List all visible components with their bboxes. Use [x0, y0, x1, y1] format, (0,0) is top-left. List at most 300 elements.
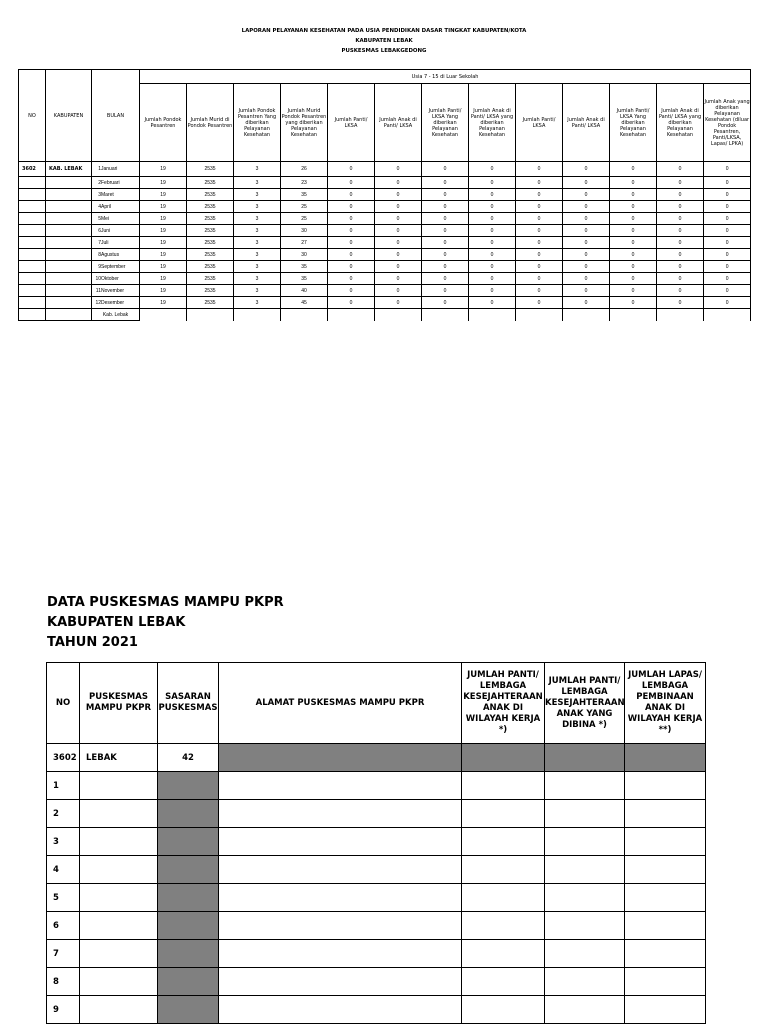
cell-kabupaten [46, 189, 92, 201]
cell-value: 3 [234, 273, 281, 285]
cell-value: 0 [704, 177, 751, 189]
cell-value: 2535 [187, 261, 234, 273]
cell-value [516, 309, 563, 321]
cell-empty [462, 884, 545, 912]
cell-value: 0 [516, 261, 563, 273]
cell-no: 6 [47, 912, 80, 940]
month-number: 1 [98, 166, 101, 172]
puskesmas-table [46, 662, 706, 1024]
cell-value: 19 [140, 261, 187, 273]
cell-empty [625, 828, 706, 856]
cell-no: 8 [47, 968, 80, 996]
cell-bulan [92, 285, 140, 297]
cell-value [610, 309, 657, 321]
cell-value: 0 [563, 261, 610, 273]
table-row [19, 189, 751, 201]
cell-value [563, 309, 610, 321]
cell-value: 0 [422, 162, 469, 177]
cell-value: 0 [704, 201, 751, 213]
table-row [19, 273, 751, 285]
cell-no: 1 [47, 772, 80, 800]
cell-value: 0 [657, 189, 704, 201]
cell-value: 19 [140, 213, 187, 225]
cell-value: 0 [375, 273, 422, 285]
cell-value: 0 [375, 201, 422, 213]
cell-value: 0 [563, 273, 610, 285]
cell-value: 0 [516, 297, 563, 309]
cell-value: 0 [375, 162, 422, 177]
cell-no: 3 [47, 828, 80, 856]
cell-value: 0 [375, 249, 422, 261]
cell-no [19, 225, 46, 237]
subheader-8: Jumlah Anak di Panti/ LKSA yang diberikan Pelayanan Kesehatan [469, 84, 516, 162]
cell-value: 0 [375, 177, 422, 189]
cell-value: 0 [328, 249, 375, 261]
cell-value: 0 [375, 285, 422, 297]
cell-value: 0 [375, 225, 422, 237]
cell-bulan [92, 201, 140, 213]
month-number: 5 [98, 215, 101, 222]
table-row [19, 261, 751, 273]
month-name: Desember [101, 299, 125, 306]
cell-value: 0 [610, 162, 657, 177]
cell-value: 0 [422, 189, 469, 201]
cell-value: 40 [281, 285, 328, 297]
cell-value: 0 [422, 201, 469, 213]
cell-no: 2 [47, 800, 80, 828]
cell-value: 0 [563, 213, 610, 225]
cell-value: 0 [704, 225, 751, 237]
cell-value: 0 [563, 297, 610, 309]
cell-value: 0 [328, 285, 375, 297]
cell-puskesmas [80, 800, 158, 828]
cell-value: 3 [234, 225, 281, 237]
table-row [19, 213, 751, 225]
cell-no: 3602 [47, 744, 80, 772]
cell-kabupaten [46, 225, 92, 237]
cell-kabupaten [46, 273, 92, 285]
cell-no [19, 177, 46, 189]
cell-value: 0 [657, 237, 704, 249]
cell-bulan [92, 213, 140, 225]
cell-value: 0 [328, 297, 375, 309]
cell-no: 5 [47, 884, 80, 912]
cell-value: 0 [704, 189, 751, 201]
col-bulan-header: BULAN [92, 70, 140, 162]
cell-bulan [92, 162, 140, 177]
gray-cell [158, 912, 219, 940]
cell-value: 0 [610, 273, 657, 285]
cell-value: 23 [281, 177, 328, 189]
cell-value: 0 [422, 273, 469, 285]
cell-no: 4 [47, 856, 80, 884]
cell-value: 19 [140, 285, 187, 297]
cell-value [469, 309, 516, 321]
cell-empty [462, 912, 545, 940]
cell-value: 0 [563, 162, 610, 177]
cell-value: 0 [469, 261, 516, 273]
cell-value: 0 [422, 297, 469, 309]
cell-value: 0 [516, 225, 563, 237]
cell-bulan [92, 177, 140, 189]
cell-no [19, 309, 46, 321]
cell-value: 0 [328, 201, 375, 213]
cell-puskesmas [80, 884, 158, 912]
cell-empty [545, 968, 625, 996]
cell-value: 0 [469, 285, 516, 297]
gray-cell [158, 968, 219, 996]
cell-puskesmas [80, 772, 158, 800]
month-name: Mei [101, 215, 110, 222]
cell-value: 0 [469, 249, 516, 261]
col-no-header: NO [19, 70, 46, 162]
cell-value: 25 [281, 201, 328, 213]
cell-value: 35 [281, 273, 328, 285]
table-row [47, 940, 706, 968]
cell-empty [219, 856, 462, 884]
cell-no [19, 249, 46, 261]
cell-value: 0 [563, 189, 610, 201]
cell-value: 0 [704, 237, 751, 249]
cell-value: 0 [516, 249, 563, 261]
subheader-5: Jumlah Panti/ LKSA [328, 84, 375, 162]
cell-empty [625, 884, 706, 912]
cell-bulan [92, 273, 140, 285]
table-row [47, 884, 706, 912]
cell-value: 0 [657, 261, 704, 273]
cell-kabupaten [46, 297, 92, 309]
cell-no [19, 297, 46, 309]
month-name: Februari [101, 179, 120, 186]
cell-bulan [92, 225, 140, 237]
cell-puskesmas [80, 996, 158, 1024]
table-row [47, 912, 706, 940]
cell-value [281, 309, 328, 321]
cell-value: 0 [516, 285, 563, 297]
cell-empty [625, 772, 706, 800]
cell-value: 0 [328, 237, 375, 249]
cell-value: 35 [281, 189, 328, 201]
month-number: 3 [98, 191, 101, 198]
cell-value: 19 [140, 237, 187, 249]
table-row [47, 800, 706, 828]
cell-empty [219, 940, 462, 968]
cell-value: 0 [610, 261, 657, 273]
cell-value: 19 [140, 162, 187, 177]
cell-value [187, 309, 234, 321]
table-row [19, 225, 751, 237]
cell-value: 0 [563, 249, 610, 261]
subheader-7: Jumlah Panti/ LKSA Yang diberikan Pelayanan Kesehatan [422, 84, 469, 162]
col-kabupaten-header: KABUPATEN [46, 70, 92, 162]
cell-value: 0 [516, 273, 563, 285]
month-name: November [101, 287, 125, 294]
cell-value: 3 [234, 177, 281, 189]
col-no-header: NO [47, 663, 80, 744]
cell-value: 0 [610, 201, 657, 213]
cell-sasaran: 42 [158, 744, 219, 772]
cell-bulan [92, 237, 140, 249]
table-row [19, 162, 751, 177]
col-alamat-header: ALAMAT PUSKESMAS MAMPU PKPR [219, 663, 462, 744]
cell-value: 0 [469, 162, 516, 177]
cell-value: 0 [563, 177, 610, 189]
gray-cell [545, 744, 625, 772]
col-sasaran-header: SASARAN PUSKESMAS [158, 663, 219, 744]
cell-bulan [92, 189, 140, 201]
cell-value: 0 [563, 201, 610, 213]
cell-value: 3 [234, 213, 281, 225]
cell-empty [219, 828, 462, 856]
cell-value: 0 [469, 213, 516, 225]
cell-empty [625, 940, 706, 968]
month-number: 4 [98, 203, 101, 210]
gray-cell [158, 856, 219, 884]
cell-value: 0 [328, 162, 375, 177]
cell-empty [545, 912, 625, 940]
report-kabupaten: KABUPATEN LEBAK [355, 38, 413, 44]
cell-empty [462, 772, 545, 800]
cell-value: 0 [610, 177, 657, 189]
cell-value: 3 [234, 285, 281, 297]
cell-no [19, 273, 46, 285]
subheader-2: Jumlah Murid di Pondok Pesantren [187, 84, 234, 162]
cell-value: 0 [516, 177, 563, 189]
cell-kabupaten [46, 177, 92, 189]
cell-value: 0 [422, 285, 469, 297]
cell-value [375, 309, 422, 321]
cell-value: 19 [140, 249, 187, 261]
cell-value: 0 [657, 177, 704, 189]
cell-value: 3 [234, 189, 281, 201]
cell-value: 19 [140, 225, 187, 237]
cell-value: 2535 [187, 225, 234, 237]
cell-value: 0 [375, 213, 422, 225]
cell-value: 0 [328, 261, 375, 273]
cell-value: 0 [657, 225, 704, 237]
cell-empty [219, 772, 462, 800]
subheader-11: Jumlah Panti/ LKSA Yang diberikan Pelayanan Kesehatan [610, 84, 657, 162]
cell-value: 19 [140, 189, 187, 201]
cell-value: 0 [375, 237, 422, 249]
cell-value: 2535 [187, 273, 234, 285]
subheader-4: Jumlah Murid Pondok Pesantren yang diberikan Pelayanan Kesehatan [281, 84, 328, 162]
cell-value: 0 [375, 261, 422, 273]
cell-value: 0 [469, 273, 516, 285]
cell-empty [219, 996, 462, 1024]
cell-value: 0 [610, 285, 657, 297]
cell-value: 19 [140, 297, 187, 309]
subheader-10: Jumlah Anak di Panti/ LKSA [563, 84, 610, 162]
table-row [19, 177, 751, 189]
cell-empty [462, 968, 545, 996]
table-row [19, 237, 751, 249]
cell-value: 0 [610, 297, 657, 309]
cell-value: 0 [657, 273, 704, 285]
cell-value: 3 [234, 237, 281, 249]
section-kabupaten: KABUPATEN LEBAK [47, 615, 186, 630]
report-puskesmas: PUSKESMAS LEBAKGEDONG [341, 48, 427, 54]
cell-empty [625, 968, 706, 996]
cell-kabupaten [46, 201, 92, 213]
cell-bulan [92, 297, 140, 309]
cell-empty [545, 996, 625, 1024]
month-number: 8 [98, 251, 101, 258]
cell-value: 0 [610, 189, 657, 201]
cell-value: 0 [657, 162, 704, 177]
cell-value: 0 [657, 213, 704, 225]
cell-value: 0 [610, 225, 657, 237]
gray-cell [219, 744, 462, 772]
cell-value: 0 [657, 249, 704, 261]
section-title: DATA PUSKESMAS MAMPU PKPR [47, 595, 284, 610]
cell-kabupaten [46, 249, 92, 261]
cell-value: 2535 [187, 297, 234, 309]
cell-empty [219, 800, 462, 828]
cell-value: 0 [328, 177, 375, 189]
cell-value: 0 [422, 225, 469, 237]
cell-value: 0 [563, 225, 610, 237]
month-number: 2 [98, 179, 101, 186]
cell-value: 0 [704, 249, 751, 261]
cell-value [422, 309, 469, 321]
cell-value: 0 [704, 162, 751, 177]
cell-value: 0 [469, 189, 516, 201]
cell-value: 0 [610, 237, 657, 249]
month-number: 12 [95, 299, 101, 306]
cell-empty [545, 856, 625, 884]
cell-kabupaten [46, 309, 92, 321]
cell-kabupaten [46, 261, 92, 273]
cell-value: 3 [234, 162, 281, 177]
cell-no: 3602 [19, 162, 46, 177]
subheader-6: Jumlah Anak di Panti/ LKSA [375, 84, 422, 162]
cell-empty [219, 884, 462, 912]
cell-value: 30 [281, 249, 328, 261]
cell-value: 2535 [187, 237, 234, 249]
cell-empty [545, 940, 625, 968]
cell-puskesmas [80, 940, 158, 968]
cell-value: 2535 [187, 189, 234, 201]
table-row [19, 201, 751, 213]
cell-kabupaten [46, 285, 92, 297]
gray-cell [158, 996, 219, 1024]
cell-value: 0 [657, 297, 704, 309]
month-number: 6 [98, 227, 101, 234]
cell-empty [545, 884, 625, 912]
col-panti-wilayah-header: JUMLAH PANTI/ LEMBAGA KESEJAHTERAAN ANAK DI WILAYAH KERJA *) [462, 663, 545, 744]
table-row [47, 968, 706, 996]
cell-value: 19 [140, 273, 187, 285]
cell-value: 0 [375, 189, 422, 201]
cell-value: 0 [469, 201, 516, 213]
cell-empty [462, 996, 545, 1024]
table-row [19, 285, 751, 297]
cell-no: 7 [47, 940, 80, 968]
gray-cell [462, 744, 545, 772]
cell-value: 0 [469, 237, 516, 249]
cell-puskesmas [80, 912, 158, 940]
cell-value: 2535 [187, 285, 234, 297]
cell-puskesmas [80, 968, 158, 996]
cell-puskesmas: LEBAK [80, 744, 158, 772]
report-title: LAPORAN PELAYANAN KESEHATAN PADA USIA PENDIDIKAN DASAR TINGKAT KABUPATEN/KOTA [241, 28, 527, 34]
cell-value: 2535 [187, 201, 234, 213]
table-row [47, 856, 706, 884]
cell-value: 0 [422, 249, 469, 261]
cell-empty [462, 856, 545, 884]
cell-kabupaten: KAB. LEBAK [46, 162, 92, 177]
cell-value: 27 [281, 237, 328, 249]
cell-value: 0 [469, 177, 516, 189]
cell-value: 0 [563, 237, 610, 249]
cell-value: 0 [375, 297, 422, 309]
col-panti-dibina-header: JUMLAH PANTI/ LEMBAGA KESEJAHTERAAN ANAK YANG DIBINA *) [545, 663, 625, 744]
cell-empty [545, 772, 625, 800]
cell-empty [462, 940, 545, 968]
cell-puskesmas [80, 856, 158, 884]
table-row [19, 249, 751, 261]
cell-value: 30 [281, 225, 328, 237]
cell-empty [462, 828, 545, 856]
cell-value: 0 [422, 177, 469, 189]
cell-value: 0 [610, 249, 657, 261]
cell-value: 2535 [187, 249, 234, 261]
cell-no [19, 261, 46, 273]
report-title-block [0, 26, 768, 56]
gray-cell [158, 884, 219, 912]
table-row [47, 996, 706, 1024]
cell-no [19, 213, 46, 225]
cell-no: 9 [47, 996, 80, 1024]
cell-puskesmas [80, 828, 158, 856]
cell-value [704, 309, 751, 321]
table-row [47, 772, 706, 800]
month-number: 7 [98, 239, 101, 246]
cell-kabupaten [46, 237, 92, 249]
cell-value: 0 [704, 285, 751, 297]
cell-value [140, 309, 187, 321]
cell-bulan [92, 249, 140, 261]
section-year: TAHUN 2021 [47, 635, 138, 650]
cell-value: 0 [328, 213, 375, 225]
month-number: 10 [95, 275, 101, 282]
cell-value: 0 [657, 201, 704, 213]
col-puskesmas-header: PUSKESMAS MAMPU PKPR [80, 663, 158, 744]
gray-cell [158, 772, 219, 800]
month-name: Juni [101, 227, 111, 234]
gray-cell [625, 744, 706, 772]
cell-empty [625, 856, 706, 884]
cell-empty [462, 800, 545, 828]
cell-value [657, 309, 704, 321]
month-number: 11 [95, 287, 101, 294]
cell-value: 3 [234, 249, 281, 261]
cell-value: 2535 [187, 213, 234, 225]
cell-value: 0 [469, 297, 516, 309]
table-row [47, 828, 706, 856]
cell-value: 0 [610, 213, 657, 225]
cell-value: 19 [140, 201, 187, 213]
section-title-block [47, 593, 284, 653]
subheader-9: Jumlah Panti/ LKSA [516, 84, 563, 162]
cell-value: 0 [516, 201, 563, 213]
report-table [18, 69, 751, 321]
cell-value: 2535 [187, 162, 234, 177]
table-row [47, 744, 706, 772]
group-header: Usia 7 - 15 di Luar Sekolah [140, 70, 751, 84]
cell-empty [625, 800, 706, 828]
